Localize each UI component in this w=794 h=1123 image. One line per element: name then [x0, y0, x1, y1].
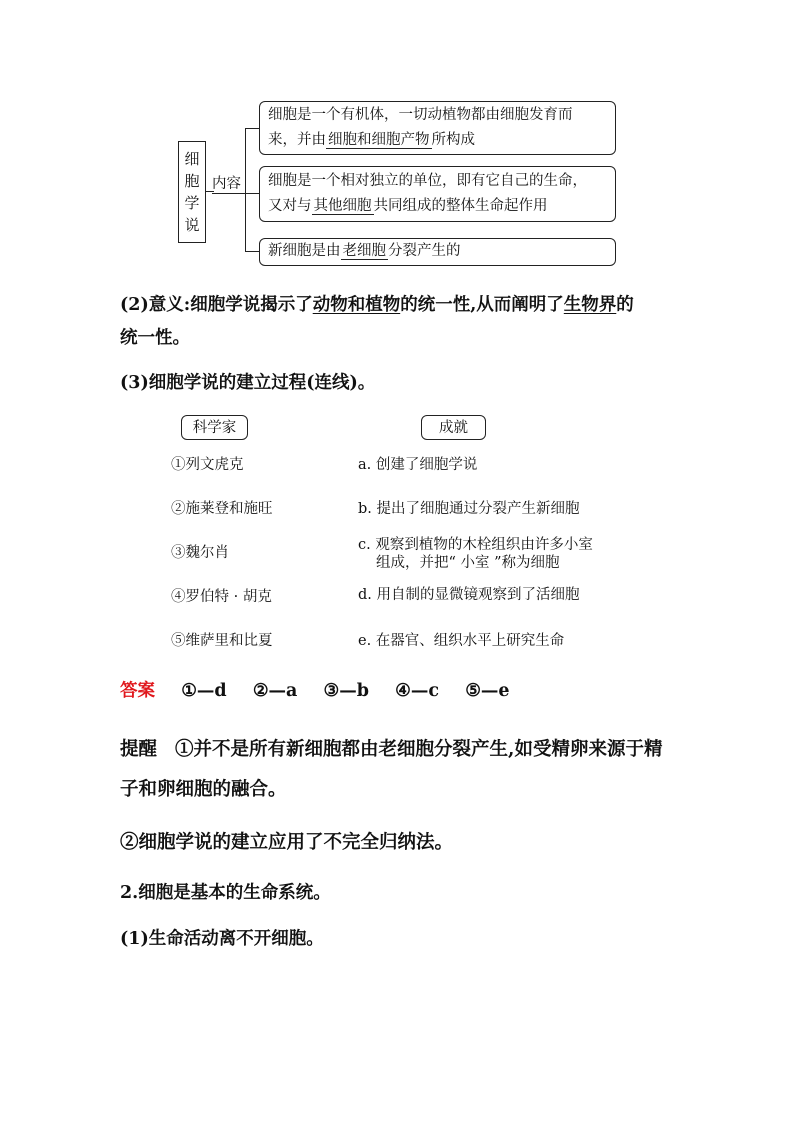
box3-post: 分裂产生的 — [388, 243, 461, 259]
answer-line — [120, 677, 510, 702]
achievement-c-line2: 组成，并把“ 小室 ”称为细胞 — [376, 555, 560, 571]
achievement-c-line1: c. 观察到植物的木栓组织由许多小室 — [358, 537, 593, 553]
content-box-2 — [259, 166, 616, 222]
scientist-header: 科学家 — [181, 415, 248, 440]
vertical-char-2: 胞 — [184, 172, 200, 190]
content-label: 内容 — [212, 176, 241, 192]
vertical-char-1: 细 — [184, 150, 200, 168]
box2-pre: 又对与 — [268, 198, 312, 214]
significance-underline-2: 生物界 — [563, 295, 617, 315]
box3-fill: 老细胞 — [342, 243, 386, 259]
achievement-a: a. 创建了细胞学说 — [358, 457, 478, 473]
achievement-header: 成就 — [421, 415, 486, 440]
achievement-d: d. 用自制的显微镜观察到了活细胞 — [358, 587, 580, 603]
reminder-line2: 子和卵细胞的融合。 — [120, 779, 287, 800]
box1-post: 所构成 — [431, 132, 475, 148]
box3-pre: 新细胞是由 — [268, 243, 341, 259]
box2-line2 — [268, 194, 607, 219]
answer-item-5: ⑤—e — [465, 681, 510, 701]
bracket-bottom — [245, 251, 259, 252]
achievement-b: b. 提出了细胞通过分裂产生新细胞 — [358, 501, 580, 517]
cell-theory-vertical-label — [178, 141, 206, 243]
answer-item-4: ④—c — [395, 681, 440, 701]
significance-prefix: (2)意义:细胞学说揭示了 — [120, 295, 313, 315]
reminder-label: 提醒 — [120, 739, 158, 760]
answer-item-3: ③—b — [323, 681, 369, 701]
box2-fill: 其他细胞 — [313, 198, 372, 214]
scientist-3: ③魏尔肖 — [171, 545, 229, 561]
connector-h2 — [212, 193, 246, 194]
bracket-top — [245, 128, 259, 129]
bracket-middle — [245, 193, 259, 194]
box1-line1: 细胞是一个有机体，一切动植物都由细胞发育而 — [268, 107, 573, 123]
reminder-line3: ②细胞学说的建立应用了不完全归纳法。 — [120, 832, 454, 853]
significance-suffix: 的 — [616, 295, 634, 315]
content-box-1 — [259, 101, 616, 155]
process-title: (3)细胞学说的建立过程(连线)。 — [120, 373, 376, 393]
box2-post: 共同组成的整体生命起作用 — [373, 198, 548, 214]
reminder-text-1: ①并不是所有新细胞都由老细胞分裂产生,如受精卵来源于精 — [175, 739, 663, 760]
box2-line1: 细胞是一个相对独立的单位，即有它自己的生命， — [268, 173, 587, 189]
content-box-3 — [259, 238, 616, 266]
significance-line1 — [120, 291, 634, 316]
box3-line — [268, 239, 607, 264]
vertical-char-3: 学 — [184, 194, 200, 212]
significance-mid: 的统一性,从而阐明了 — [400, 295, 564, 315]
achievement-e: e. 在器官、组织水平上研究生命 — [358, 633, 565, 649]
significance-line2: 统一性。 — [120, 328, 190, 348]
answer-item-2: ②—a — [252, 681, 298, 701]
scientist-1: ①列文虎克 — [171, 457, 244, 473]
box1-pre: 来，并由 — [268, 132, 326, 148]
section2-sub1: (1)生命活动离不开细胞。 — [120, 929, 324, 949]
section2-title: 2.细胞是基本的生命系统。 — [120, 883, 331, 903]
scientist-5: ⑤维萨里和比夏 — [171, 633, 273, 649]
answer-label: 答案 — [120, 681, 155, 701]
significance-underline-1: 动物和植物 — [312, 295, 401, 315]
vertical-char-4: 说 — [184, 216, 200, 234]
scientist-2: ②施莱登和施旺 — [171, 501, 273, 517]
scientist-4: ④罗伯特 · 胡克 — [171, 589, 272, 605]
reminder-line1 — [120, 735, 662, 761]
box1-fill: 细胞和细胞产物 — [328, 132, 430, 148]
box1-line2 — [268, 128, 607, 153]
answer-item-1: ①—d — [181, 681, 227, 701]
bracket-vertical — [245, 128, 246, 251]
